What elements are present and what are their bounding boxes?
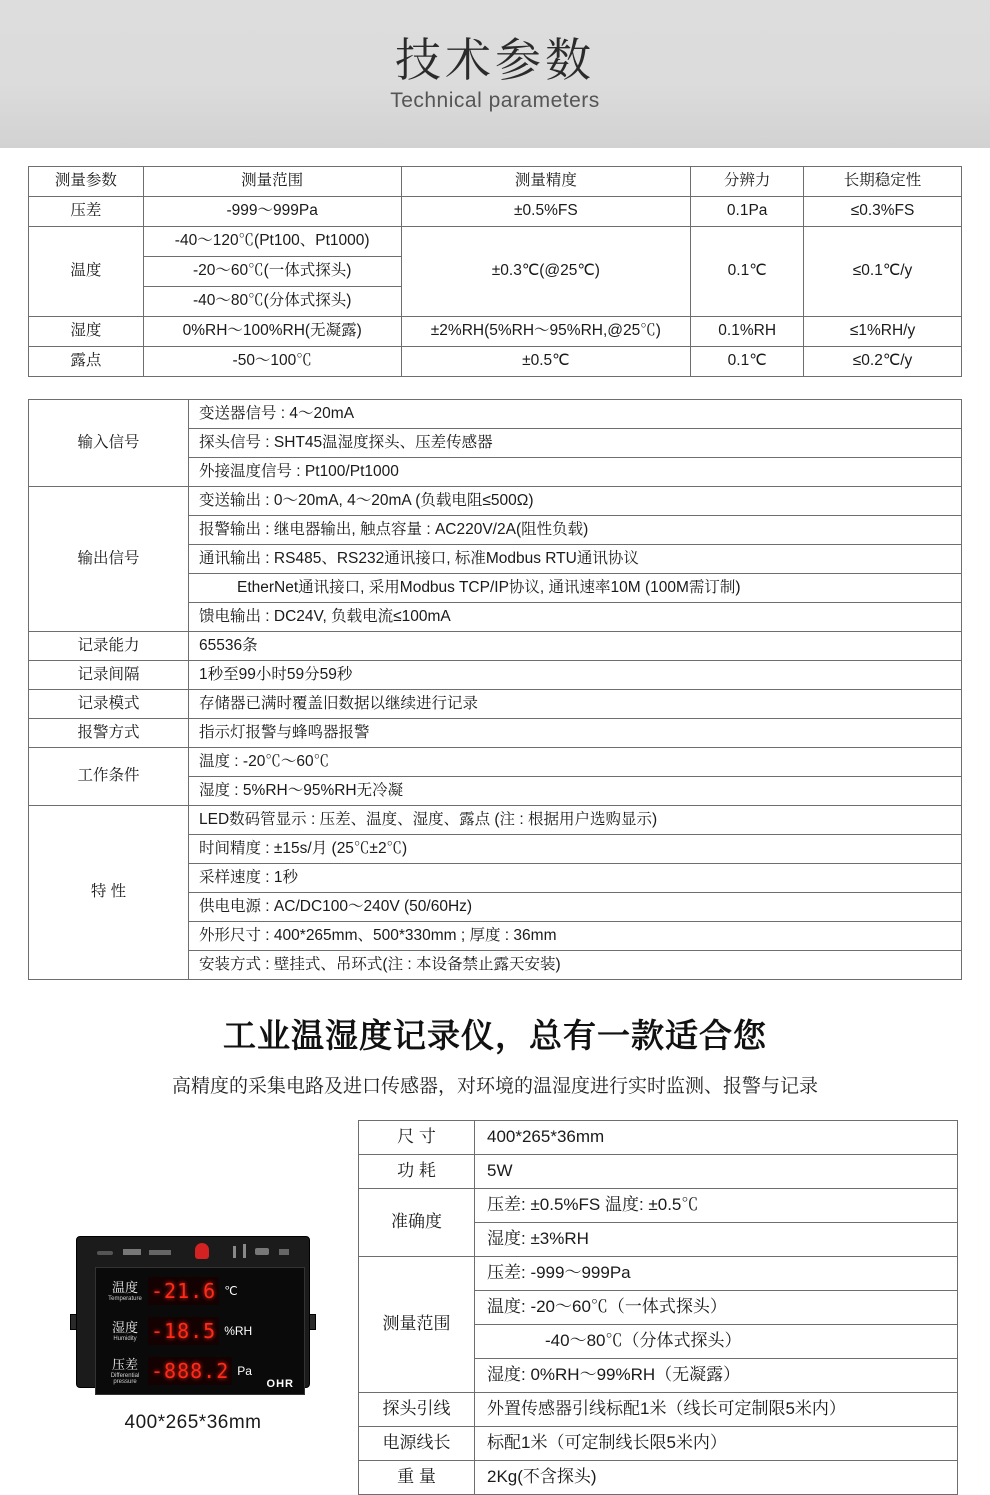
- cell-label: 输出信号: [29, 487, 189, 632]
- cell-value: 65536条: [189, 632, 962, 661]
- table-row: [29, 806, 962, 835]
- cell-resolution: 0.1℃: [691, 347, 804, 377]
- cell-value: 压差: -999～999Pa: [475, 1257, 958, 1291]
- cell-range: -40～80℃(分体式探头): [143, 287, 401, 317]
- cell-label: 探头引线: [359, 1393, 475, 1427]
- promo-title: 工业温湿度记录仪，总有一款适合您: [223, 1017, 767, 1054]
- led-row-humidity: [102, 1312, 302, 1350]
- cell-value: EtherNet通讯接口, 采用Modbus TCP/IP协议, 通讯速率10M (100M需订制): [189, 574, 962, 603]
- cell-label: 准确度: [359, 1189, 475, 1257]
- feature-table: [28, 399, 962, 980]
- device-body: [76, 1236, 310, 1388]
- feature-table-wrap: [0, 377, 990, 980]
- cell-value: 压差: ±0.5%FS 温度: ±0.5℃: [475, 1189, 958, 1223]
- cell-value: 馈电输出 : DC24V, 负载电流≤100mA: [189, 603, 962, 632]
- cell-range: -999～999Pa: [143, 197, 401, 227]
- device-photo-block: [28, 1120, 358, 1434]
- table-row: [359, 1427, 958, 1461]
- cell-range: -20～60℃(一体式探头): [143, 257, 401, 287]
- cell-label: 电源线长: [359, 1427, 475, 1461]
- cell-value: 采样速度 : 1秒: [189, 864, 962, 893]
- cell-stability: ≤0.3%FS: [804, 197, 962, 227]
- cell-value: 外接温度信号 : Pt100/Pt1000: [189, 458, 962, 487]
- cell-value: 存储器已满时覆盖旧数据以继续进行记录: [189, 690, 962, 719]
- cell-label: 特 性: [29, 806, 189, 980]
- cell-param: 露点: [29, 347, 144, 377]
- cell-label: 报警方式: [29, 719, 189, 748]
- led-label-temperature: [102, 1281, 148, 1302]
- cell-value: 变送器信号 : 4～20mA: [189, 400, 962, 429]
- led-label-en: Humidity: [113, 1335, 137, 1342]
- cell-value: -40～80℃（分体式探头）: [475, 1325, 958, 1359]
- cell-value: 400*265*36mm: [475, 1121, 958, 1155]
- cell-value: 温度 : -20℃～60℃: [189, 748, 962, 777]
- table-row: [359, 1121, 958, 1155]
- led-digits-pressure: -888.2: [148, 1357, 232, 1385]
- cell-resolution: 0.1Pa: [691, 197, 804, 227]
- cell-resolution: 0.1%RH: [691, 317, 804, 347]
- led-label-pressure: [102, 1358, 148, 1385]
- table-row: [359, 1393, 958, 1427]
- cell-value: 变送输出 : 0～20mA, 4～20mA (负载电阻≤500Ω): [189, 487, 962, 516]
- connector-icon: [123, 1249, 141, 1255]
- cell-accuracy: ±0.5%FS: [401, 197, 691, 227]
- table-row: [359, 1189, 958, 1223]
- cell-label: 尺 寸: [359, 1121, 475, 1155]
- col-header-range: 测量范围: [143, 167, 401, 197]
- table-row: [29, 661, 962, 690]
- cell-range: -40～120℃(Pt100、Pt1000): [143, 227, 401, 257]
- cell-value: 通讯输出 : RS485、RS232通讯接口, 标准Modbus RTU通讯协议: [189, 545, 962, 574]
- led-label-en: Differential pressure: [110, 1372, 140, 1385]
- table-header-row: [29, 167, 962, 197]
- spec-table: [28, 166, 962, 377]
- sensor-icon: [279, 1249, 289, 1255]
- cell-accuracy: ±0.5℃: [401, 347, 691, 377]
- cell-stability: ≤1%RH/y: [804, 317, 962, 347]
- cell-value: LED数码管显示 : 压差、温度、湿度、露点 (注 : 根据用户选购显示): [189, 806, 962, 835]
- cell-value: 温度: -20～60℃（一体式探头）: [475, 1291, 958, 1325]
- led-label-cn: 湿度: [111, 1319, 138, 1335]
- led-label-cn: 温度: [111, 1279, 138, 1295]
- cell-value: 指示灯报警与蜂鸣器报警: [189, 719, 962, 748]
- table-row: [29, 197, 962, 227]
- table-row: [359, 1155, 958, 1189]
- table-row: [29, 227, 962, 257]
- cell-value: 外形尺寸 : 400*265mm、500*330mm ; 厚度 : 36mm: [189, 922, 962, 951]
- cell-label: 重 量: [359, 1461, 475, 1495]
- cell-label: 测量范围: [359, 1257, 475, 1393]
- table-row: [29, 487, 962, 516]
- page-header: [0, 0, 990, 148]
- cell-param: 温度: [29, 227, 144, 317]
- cell-stability: ≤0.2℃/y: [804, 347, 962, 377]
- cell-label: 输入信号: [29, 400, 189, 487]
- promo-subtitle: 高精度的采集电路及进口传感器，对环境的温湿度进行实时监测、报警与记录: [171, 1076, 818, 1097]
- connector-icon: [149, 1250, 171, 1255]
- cell-param: 压差: [29, 197, 144, 227]
- brand-logo: OHR: [266, 1378, 294, 1390]
- led-digits-temperature: -21.6: [148, 1277, 219, 1305]
- probe-icon: [243, 1244, 246, 1258]
- cell-accuracy: ±0.3℃(@25℃): [401, 227, 691, 317]
- col-header-param: 测量参数: [29, 167, 144, 197]
- cell-label: 记录模式: [29, 690, 189, 719]
- cell-value: 标配1米（可定制线长限5米内）: [475, 1427, 958, 1461]
- cell-value: 外置传感器引线标配1米（线长可定制限5米内）: [475, 1393, 958, 1427]
- table-row: [29, 317, 962, 347]
- cell-value: 湿度: 0%RH～99%RH（无凝露）: [475, 1359, 958, 1393]
- cell-label: 工作条件: [29, 748, 189, 806]
- page-subtitle: Technical parameters: [390, 89, 600, 113]
- table-row: [29, 632, 962, 661]
- col-header-stability: 长期稳定性: [804, 167, 962, 197]
- col-header-resolution: 分辨力: [691, 167, 804, 197]
- cell-value: 湿度: ±3%RH: [475, 1223, 958, 1257]
- alarm-lamp-icon: [195, 1243, 209, 1259]
- table-row: [29, 748, 962, 777]
- cell-resolution: 0.1℃: [691, 227, 804, 317]
- cell-value: 5W: [475, 1155, 958, 1189]
- probe-icon: [233, 1246, 236, 1258]
- connector-icon: [97, 1251, 113, 1255]
- device-caption: 400*265*36mm: [124, 1412, 262, 1433]
- led-unit-temperature: ℃: [224, 1284, 238, 1298]
- device-illustration: [70, 1218, 316, 1396]
- led-label-en: Temperature: [108, 1295, 142, 1302]
- sensor-icon: [255, 1248, 269, 1255]
- table-row: [29, 690, 962, 719]
- spec-table-wrap: [0, 148, 990, 377]
- led-unit-pressure: Pa: [237, 1364, 252, 1378]
- cell-range: -50～100℃: [143, 347, 401, 377]
- cell-value: 安装方式 : 壁挂式、吊环式(注 : 本设备禁止露天安装): [189, 951, 962, 980]
- cell-accuracy: ±2%RH(5%RH～95%RH,@25℃): [401, 317, 691, 347]
- led-label-cn: 压差: [111, 1356, 138, 1372]
- table-row: [29, 719, 962, 748]
- cell-value: 时间精度 : ±15s/月 (25℃±2℃): [189, 835, 962, 864]
- page-title: 技术参数: [395, 33, 595, 86]
- cell-label: 记录能力: [29, 632, 189, 661]
- model-table: [358, 1120, 958, 1495]
- led-label-humidity: [102, 1321, 148, 1342]
- led-row-temperature: [102, 1272, 302, 1310]
- led-unit-humidity: %RH: [224, 1324, 253, 1338]
- cell-value: 报警输出 : 继电器输出, 触点容量 : AC220V/2A(阻性负载): [189, 516, 962, 545]
- table-row: [29, 347, 962, 377]
- cell-label: 记录间隔: [29, 661, 189, 690]
- cell-value: 1秒至99小时59分59秒: [189, 661, 962, 690]
- col-header-accuracy: 测量精度: [401, 167, 691, 197]
- cell-value: 湿度 : 5%RH～95%RH无冷凝: [189, 777, 962, 806]
- cell-param: 湿度: [29, 317, 144, 347]
- table-row: [359, 1257, 958, 1291]
- cell-range: 0%RH～100%RH(无凝露): [143, 317, 401, 347]
- cell-label: 功 耗: [359, 1155, 475, 1189]
- device-top-connectors: [83, 1243, 317, 1259]
- cell-value: 探头信号 : SHT45温湿度探头、压差传感器: [189, 429, 962, 458]
- table-row: [359, 1461, 958, 1495]
- cell-value: 供电电源 : AC/DC100～240V (50/60Hz): [189, 893, 962, 922]
- cell-stability: ≤0.1℃/y: [804, 227, 962, 317]
- device-led-screen: [95, 1267, 305, 1395]
- bottom-section: [0, 1098, 990, 1495]
- led-digits-humidity: -18.5: [148, 1317, 219, 1345]
- table-row: [29, 400, 962, 429]
- cell-value: 2Kg(不含探头): [475, 1461, 958, 1495]
